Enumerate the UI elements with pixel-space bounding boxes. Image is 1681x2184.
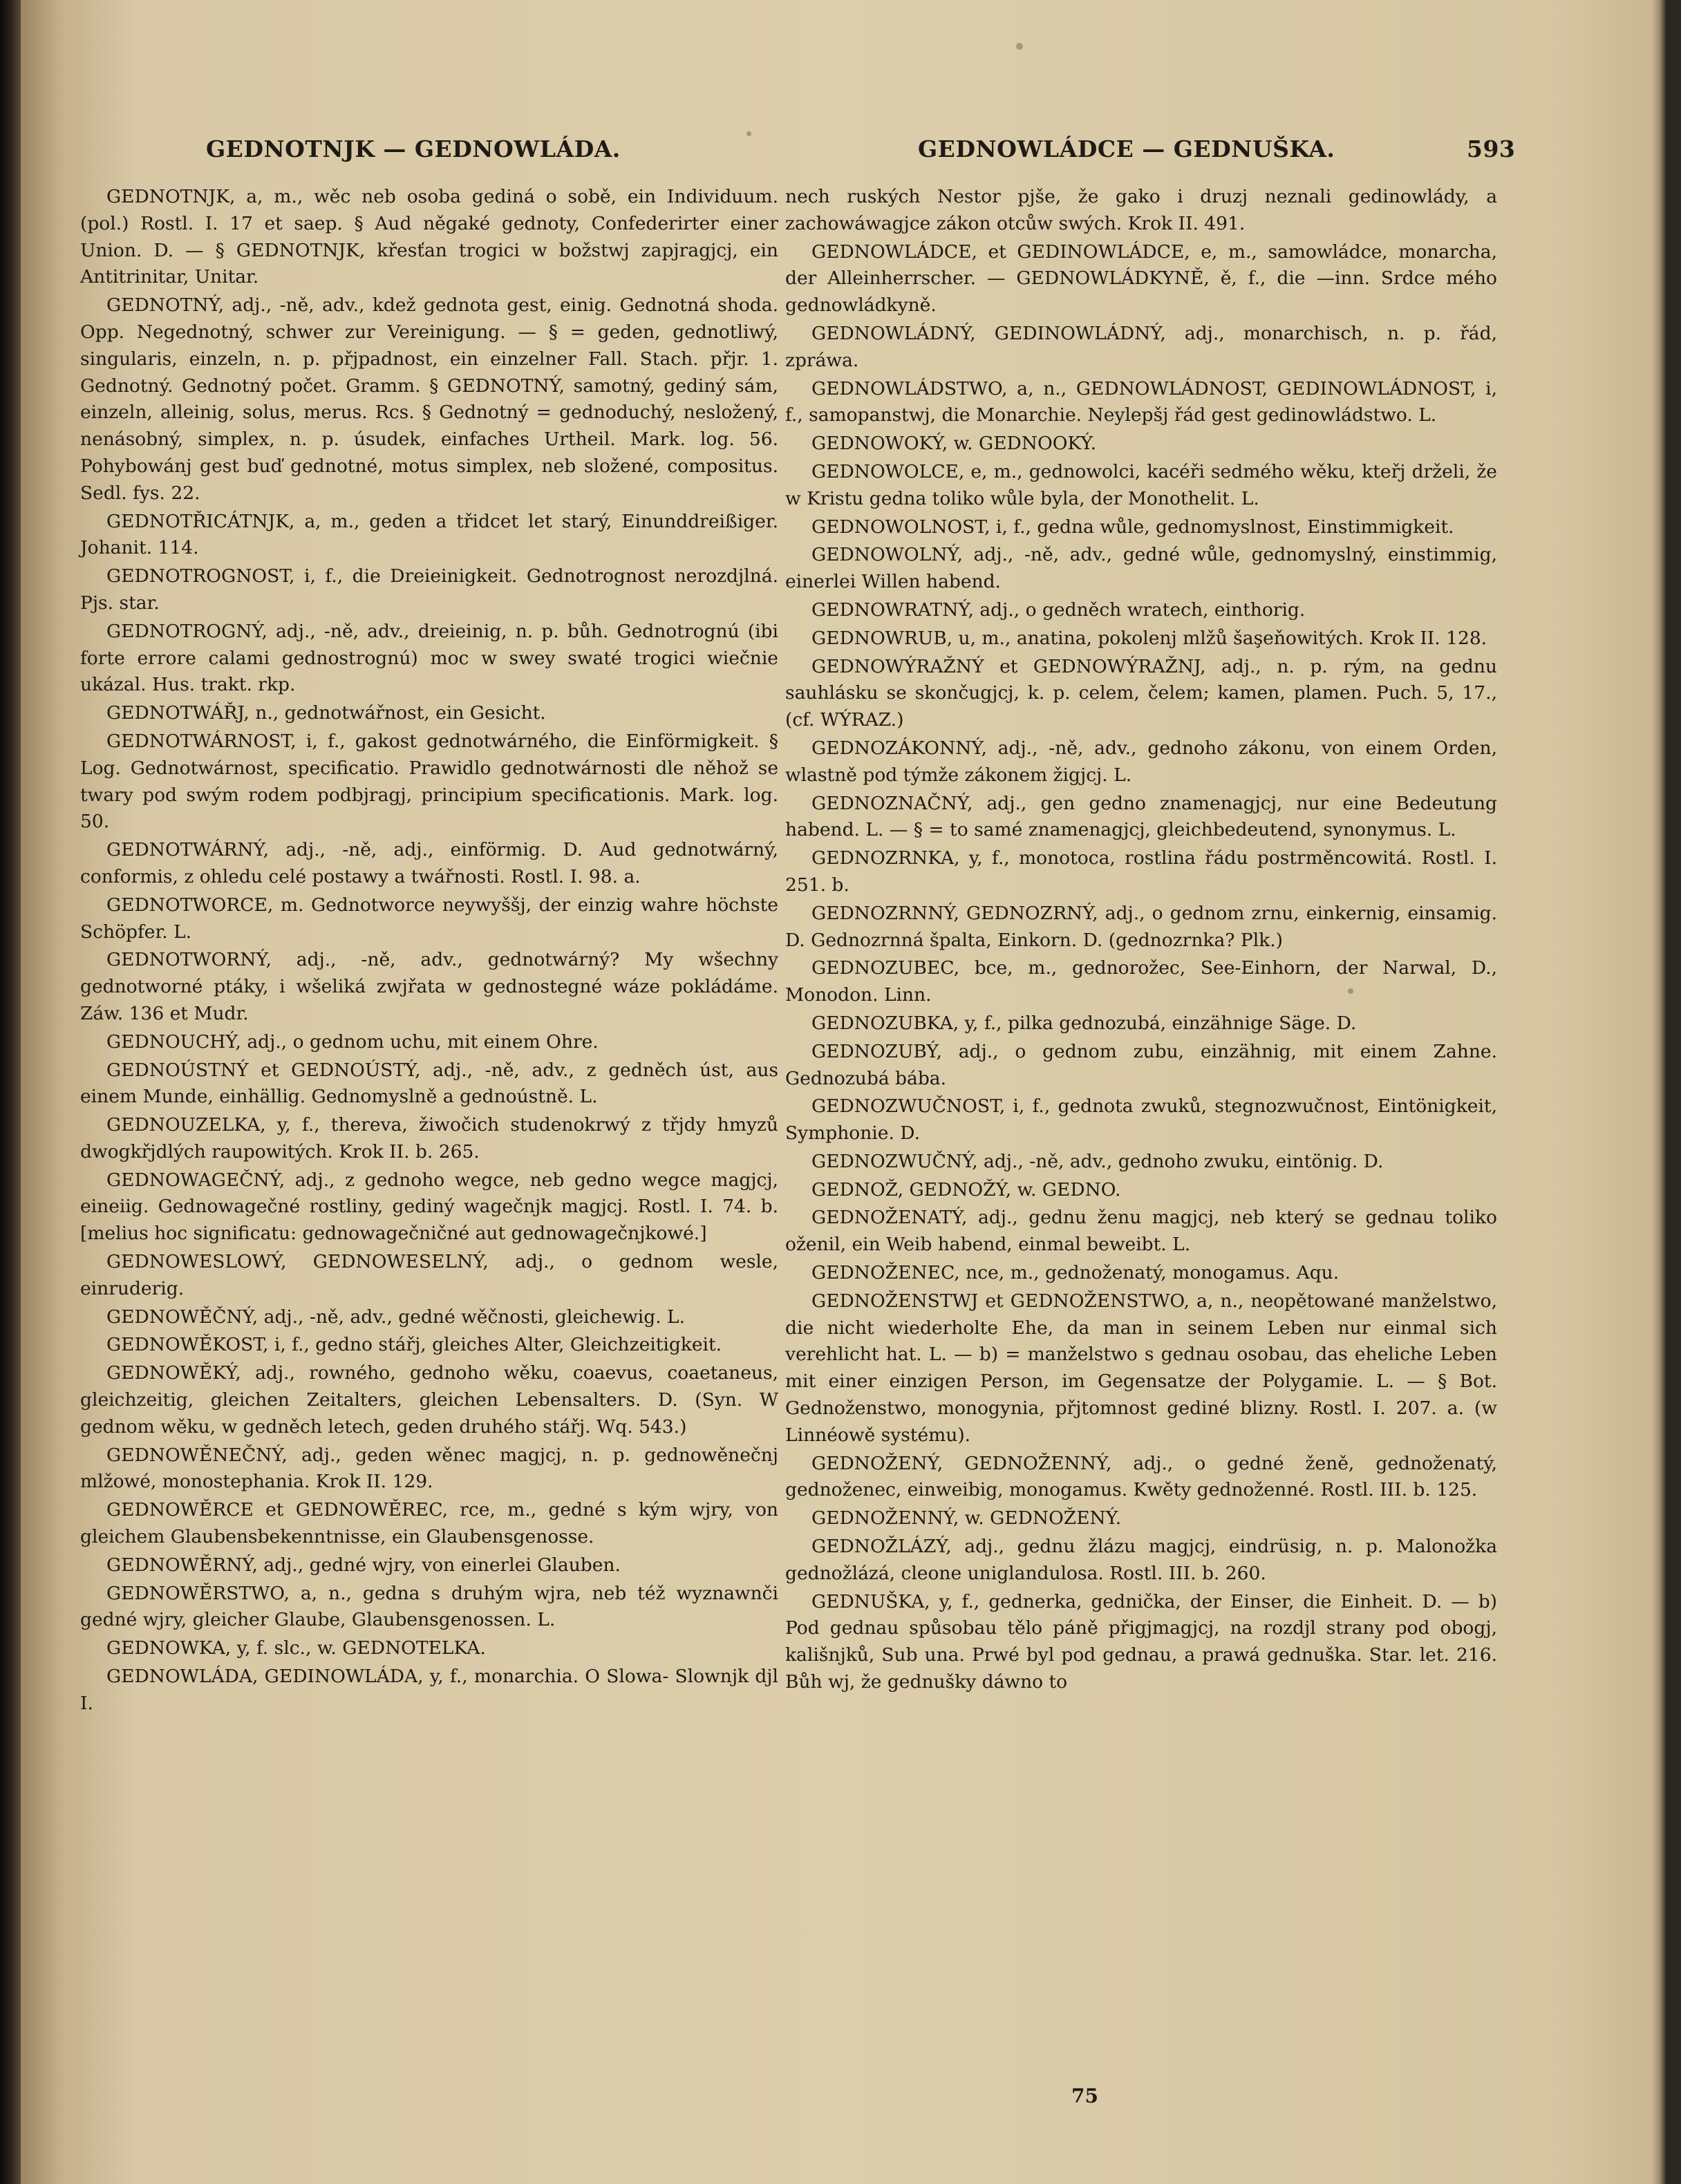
page-number: 593 bbox=[1467, 135, 1516, 162]
entry: GEDNOTWORCE, m. Gednotworce neywyššj, der einzig wahre höchste Schöpfer. L. bbox=[80, 894, 778, 943]
entry: GEDNOZÁKONNÝ, adj., -ně, adv., gednoho zákonu, von einem Orden, wlastně pod týmže zákonem žigjcj. L. bbox=[785, 737, 1497, 786]
entry: GEDNOWKA, y, f. slc., w. GEDNOTELKA. bbox=[106, 1637, 486, 1659]
entry-continuation: nech ruských Nestor pjše, že gako i druzj neznali gedinowlády, a zachowáwagjce zákon otcůw swých. Krok II. 491. bbox=[785, 186, 1497, 234]
entry: GEDNOWRATNÝ, adj., o gedněch wratech, einthorig. bbox=[811, 599, 1306, 621]
entry: GEDNOTWÁŘJ, n., gednotwářnost, ein Gesicht. bbox=[106, 702, 546, 724]
entry: GEDNOŽENNÝ, w. GEDNOŽENÝ. bbox=[811, 1507, 1122, 1529]
entry: GEDNOZRNNÝ, GEDNOZRNÝ, adj., o gednom zrnu, einkernig, einsamig. D. Gednozrnná špalta, Einkorn. D. (gednozrnka? Plk.) bbox=[785, 902, 1497, 951]
paper-spot bbox=[746, 131, 751, 136]
entry: GEDNOUZELKA, y, f., thereva, žiwočich studenokrwý z třjdy hmyzů dwogkřjdlých raupowitých. Krok II. b. 265. bbox=[80, 1114, 778, 1162]
entry: GEDNOTNÝ, adj., -ně, adv., kdež gednota gest, einig. Gednotná shoda. Opp. Negednotný, schwer zur Vereinigung. — § = geden, gednotliwý, singularis, einzeln, n. p. přjpadnost, ein einzelner Fall. Stach. přjr. 1. Gednotný. Gednotný počet. Gramm. § GEDNOTNÝ, samotný, gediný sám, einzeln, alleinig, solus, merus. Rcs. § Gednotný = gednoduchý, nesložený, nenásobný, simplex, n. p. úsudek, einfaches Urtheil. Mark. log. 56. Pohybowánj gest buď gednotné, motus simplex, neb složené, compositus. Sedl. fys. 22. bbox=[80, 294, 778, 504]
entry: GEDNOWAGEČNÝ, adj., z gednoho wegce, neb gedno wegce magjcj, eineiig. Gednowagečné rostliny, gediný wagečnjk magjcj. Rostl. I. 74. b. [melius hoc significatu: gednowagečničné aut gednowagečnjkowé.] bbox=[80, 1169, 778, 1245]
left-running-head: GEDNOTNJK — GEDNOWLÁDA. bbox=[206, 135, 621, 162]
book-spine-shadow bbox=[0, 0, 21, 2184]
entry: GEDNOZUBÝ, adj., o gednom zubu, einzähnig, mit einem Zahne. Gednozubá bába. bbox=[785, 1040, 1497, 1089]
entry: GEDNOWOLCE, e, m., gednowolci, kacéři sedmého wěku, kteřj drželi, že w Kristu gedna toliko wůle byla, der Monothelit. L. bbox=[785, 460, 1497, 509]
entry: GEDNOŽ, GEDNOŽÝ, w. GEDNO. bbox=[811, 1178, 1121, 1201]
paper-spot bbox=[1348, 988, 1353, 994]
right-running-head: GEDNOWLÁDCE — GEDNUŠKA. bbox=[918, 135, 1335, 162]
entry: GEDNOWESLOWÝ, GEDNOWESELNÝ, adj., o gednom wesle, einruderig. bbox=[80, 1251, 778, 1299]
entry: GEDNOWĚRSTWO, a, n., gedna s druhým wjra, neb též wyznawnči gedné wjry, gleicher Glaube, Glaubensgenossen. L. bbox=[80, 1582, 778, 1631]
entry: GEDNOTWÁRNÝ, adj., -ně, adj., einförmig. D. Aud gednotwárný, conformis, z ohledu celé postawy a twářnosti. Rostl. I. 98. a. bbox=[80, 839, 778, 887]
entry: GEDNOWLÁDNÝ, GEDINOWLÁDNÝ, adj., monarchisch, n. p. řád, zpráwa. bbox=[785, 322, 1497, 371]
entry: GEDNUŠKA, y, f., gednerka, gednička, der Einser, die Einheit. D. — b) Pod gednau spůsobau tělo páně přigjmagjcj, na rozdjl strany pod obogj, kališnjků, Sub una. Prwé byl pod gednau, a prawá gednuška. Star. let. 216. Bůh wj, že gednušky dáwno to bbox=[785, 1590, 1497, 1693]
entry: GEDNOÚSTNÝ et GEDNOÚSTÝ, adj., -ně, adv., z gedněch úst, aus einem Munde, einhällig. Gednomyslně a gednoústně. L. bbox=[80, 1059, 778, 1108]
entry: GEDNOWRUB, u, m., anatina, pokolenj mlžů šaşeňowitých. Krok II. 128. bbox=[811, 627, 1487, 649]
entry: GEDNOZUBKA, y, f., pilka gednozubá, einzähnige Säge. D. bbox=[811, 1012, 1357, 1034]
entry: GEDNOWOLNOST, i, f., gedna wůle, gednomyslnost, Einstimmigkeit. bbox=[811, 516, 1454, 538]
entry: GEDNOWOLNÝ, adj., -ně, adv., gedné wůle, gednomyslný, einstimmig, einerlei Willen habend. bbox=[785, 544, 1497, 593]
entry: GEDNOWOKÝ, w. GEDNOOKÝ. bbox=[811, 433, 1097, 455]
entry: GEDNOWLÁDA, GEDINOWLÁDA, y, f., monarchia. O Slowa- Slownjk djl I. bbox=[80, 1666, 778, 1714]
entry: GEDNOŽENSTWJ et GEDNOŽENSTWO, a, n., neopětowané manželstwo, die nicht wiederholte Ehe, da man in seinem Leben nur einmal sich verehlicht hat. L. — b) = manželstwo s gednau osobau, das eheliche Leben mit einer einzigen Person, im Gegensatze der Polygamie. L. — § Bot. Gednoženstwo, monogynia, přjtomnost gediné blizny. Rostl. I. 207. a. (w Linnéowě systému). bbox=[785, 1290, 1497, 1446]
entry: GEDNOWLÁDCE, et GEDINOWLÁDCE, e, m., samowládce, monarcha, der Alleinherrscher. — GEDNOWLÁDKYNĚ, ě, f., die —inn. Srdce mého gednowládkyně. bbox=[785, 241, 1497, 317]
paper-spot bbox=[1016, 43, 1023, 50]
entry: GEDNOZWUČNOST, i, f., gednota zwuků, stegnozwučnost, Eintönigkeit, Symphonie. D. bbox=[785, 1095, 1497, 1145]
entry: GEDNOUCHÝ, adj., o gednom uchu, mit einem Ohre. bbox=[106, 1030, 599, 1053]
entry: GEDNOTROGNÝ, adj., -ně, adv., dreieinig, n. p. bůh. Gednotrognú (ibi forte errore calami gednostrognú) moc w swey swaté trogici wiečnie ukázal. Hus. trakt. rkp. bbox=[80, 620, 778, 696]
entry: GEDNOŽLÁZÝ, adj., gednu žlázu magjcj, eindrüsig, n. p. Malonožka gednožlázá, cleone uniglandulosa. Rostl. III. b. 260. bbox=[785, 1536, 1497, 1584]
entry: GEDNOWÝRAŽNÝ et GEDNOWÝRAŽNJ, adj., n. p. rým, na gednu sauhlásku se skončugjcj, k. p. celem, čelem; kamen, plamen. Puch. 5, 17., (cf. WÝRAZ.) bbox=[785, 655, 1497, 731]
entry: GEDNOTWORNÝ, adj., -ně, adv., gednotwárný? My wšechny gednotworné ptáky, i wšeliká zwjřata w gednostegné wáze pokládáme. Záw. 136 et Mudr. bbox=[80, 949, 778, 1024]
entry: GEDNOTNJK, a, m., wěc neb osoba gediná o sobě, ein Individuum. (pol.) Rostl. I. 17 et saep. § Aud něgaké gednoty, Confederirter einer Union. D. — § GEDNOTNJK, křesťan trogici w božstwj zapjragjcj, ein Antitrinitar, Unitar. bbox=[80, 186, 778, 288]
right-column bbox=[785, 184, 1497, 1697]
page-edge-shadow bbox=[1651, 0, 1666, 2184]
entry: GEDNOWLÁDSTWO, a, n., GEDNOWLÁDNOST, GEDINOWLÁDNOST, i, f., samopanstwj, die Monarchie. Neylepšj řád gest gedinowládstwo. L. bbox=[785, 377, 1497, 426]
entry: GEDNOZNAČNÝ, adj., gen gedno znamenagjcj, nur eine Bedeutung habend. L. — § = to samé znamenagjcj, gleichbedeutend, synonymus. L. bbox=[785, 792, 1497, 841]
entry: GEDNOTŘICÁTNJK, a, m., geden a třidcet let starý, Einunddreißiger. Johanit. 114. bbox=[80, 510, 778, 559]
entry: GEDNOWĚKÝ, adj., rowného, gednoho wěku, coaevus, coaetaneus, gleichzeitig, gleichen Zeitalters, gleichen Lebensalters. D. (Syn. W gednom wěku, w gedněch letech, geden druhého stářj. Wq. 543.) bbox=[80, 1362, 778, 1438]
entry: GEDNOŽENEC, nce, m., gednoženatý, monogamus. Aqu. bbox=[811, 1262, 1340, 1284]
signature-mark: 75 bbox=[1071, 2084, 1098, 2107]
entry: GEDNOŽENÝ, GEDNOŽENNÝ, adj., o gedné ženě, gednoženatý, gednoženec, einweibig, monogamus. Kwěty gednoženné. Rostl. III. b. 125. bbox=[785, 1452, 1497, 1501]
entry: GEDNOZUBEC, bce, m., gednorožec, See-Einhorn, der Narwal, D., Monodon. Linn. bbox=[785, 957, 1497, 1006]
entry: GEDNOŽENATÝ, adj., gednu ženu magjcj, neb který se gednau toliko oženil, ein Weib habend, einmal beweibt. L. bbox=[785, 1207, 1497, 1256]
entry: GEDNOWĚKOST, i, f., gedno stářj, gleiches Alter, Gleichzeitigkeit. bbox=[106, 1334, 722, 1356]
entry: GEDNOWĚRCE et GEDNOWĚREC, rce, m., gedné s kým wjry, von gleichem Glaubensbekenntnisse, ein Glaubensgenosse. bbox=[80, 1499, 778, 1548]
entry: GEDNOWĚČNÝ, adj., -ně, adv., gedné wěčnosti, gleichewig. L. bbox=[106, 1306, 686, 1328]
entry: GEDNOZWUČNÝ, adj., -ně, adv., gednoho zwuku, eintönig. D. bbox=[811, 1150, 1384, 1172]
entry: GEDNOWĚRNÝ, adj., gedné wjry, von einerlei Glauben. bbox=[106, 1554, 621, 1576]
entry: GEDNOTROGNOST, i, f., die Dreieinigkeit. Gednotrognost nerozdjlná. Pjs. star. bbox=[80, 565, 778, 614]
entry: GEDNOTWÁRNOST, i, f., gakost gednotwárného, die Einförmigkeit. § Log. Gednotwárnost, specificatio. Prawidlo gednotwárnosti dle něhož se twary pod swým rodem podbjragj, principium specificationis. Mark. log. 50. bbox=[80, 730, 778, 833]
dictionary-page bbox=[21, 0, 1666, 2184]
entry: GEDNOWĚNEČNÝ, adj., geden wěnec magjcj, n. p. gednowěnečnj mlžowé, monostephania. Krok II. 129. bbox=[80, 1444, 778, 1493]
left-column bbox=[80, 184, 778, 1719]
entry: GEDNOZRNKA, y, f., monotoca, rostlina řádu postrměncowitá. Rostl. I. 251. b. bbox=[785, 847, 1497, 896]
